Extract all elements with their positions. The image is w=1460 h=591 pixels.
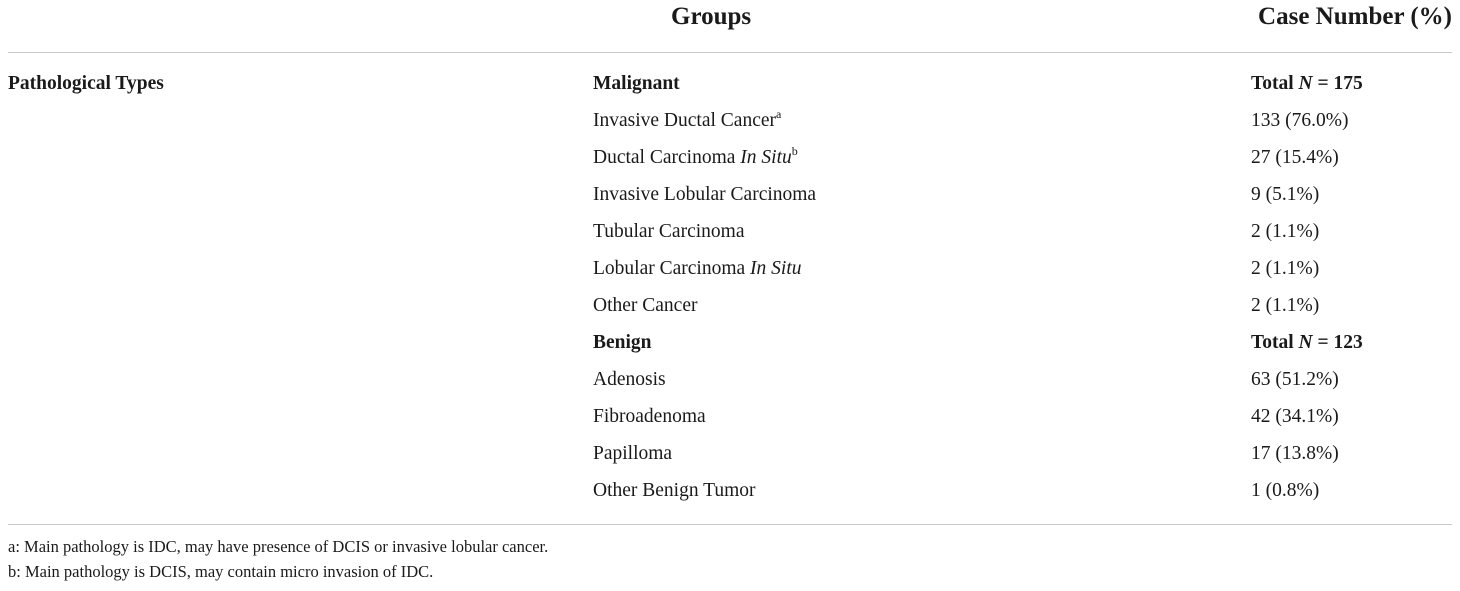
footnote-b: b: Main pathology is DCIS, may contain micro invasion of IDC. bbox=[8, 562, 434, 581]
case-other-benign-tumor: 1 (0.8%) bbox=[1251, 480, 1320, 501]
case-ductal-carcinoma-in-situ: 27 (15.4%) bbox=[1251, 147, 1339, 168]
group-ductal-carcinoma-in-situ: Ductal Carcinoma In Situ$^b$ bbox=[593, 144, 798, 168]
case-number-column-header: Case Number (%) bbox=[1258, 3, 1452, 30]
case-invasive-ductal-cancer: 133 (76.0%) bbox=[1251, 110, 1349, 131]
footnote-marker-a: a bbox=[776, 107, 782, 121]
case-papilloma: 17 (13.8%) bbox=[1251, 443, 1339, 464]
case-fibroadenoma: 42 (34.1%) bbox=[1251, 406, 1339, 427]
group-invasive-ductal-cancer: Invasive Ductal Cancer$^a$ bbox=[593, 107, 782, 131]
group-fibroadenoma: Fibroadenoma bbox=[593, 406, 706, 427]
table-bottom-rule bbox=[8, 524, 1452, 525]
footnote-a: a: Main pathology is IDC, may have presence of DCIS or invasive lobular cancer. bbox=[8, 537, 549, 556]
case-other-cancer: 2 (1.1%) bbox=[1251, 295, 1320, 316]
case-benign-total: Total N = 123 bbox=[1251, 332, 1363, 353]
case-tubular-carcinoma: 2 (1.1%) bbox=[1251, 221, 1320, 242]
group-papilloma: Papilloma bbox=[593, 443, 673, 464]
group-other-cancer: Other Cancer bbox=[593, 295, 698, 316]
footnote-marker-b: b bbox=[791, 144, 798, 158]
groups-column-header: Groups bbox=[671, 3, 752, 30]
group-malignant: Malignant bbox=[593, 73, 680, 94]
group-adenosis: Adenosis bbox=[593, 369, 666, 390]
pathological-types-label: Pathological Types bbox=[8, 73, 164, 94]
case-adenosis: 63 (51.2%) bbox=[1251, 369, 1339, 390]
case-invasive-lobular-carcinoma: 9 (5.1%) bbox=[1251, 184, 1320, 205]
header-rule bbox=[8, 52, 1452, 53]
group-tubular-carcinoma: Tubular Carcinoma bbox=[593, 221, 745, 242]
group-lobular-carcinoma-in-situ: Lobular Carcinoma In Situ bbox=[593, 258, 802, 279]
case-lobular-carcinoma-in-situ: 2 (1.1%) bbox=[1251, 258, 1320, 279]
group-other-benign-tumor: Other Benign Tumor bbox=[593, 480, 756, 501]
group-invasive-lobular-carcinoma: Invasive Lobular Carcinoma bbox=[593, 184, 817, 205]
case-malignant-total: Total N = 175 bbox=[1251, 73, 1363, 94]
group-benign: Benign bbox=[593, 332, 652, 353]
